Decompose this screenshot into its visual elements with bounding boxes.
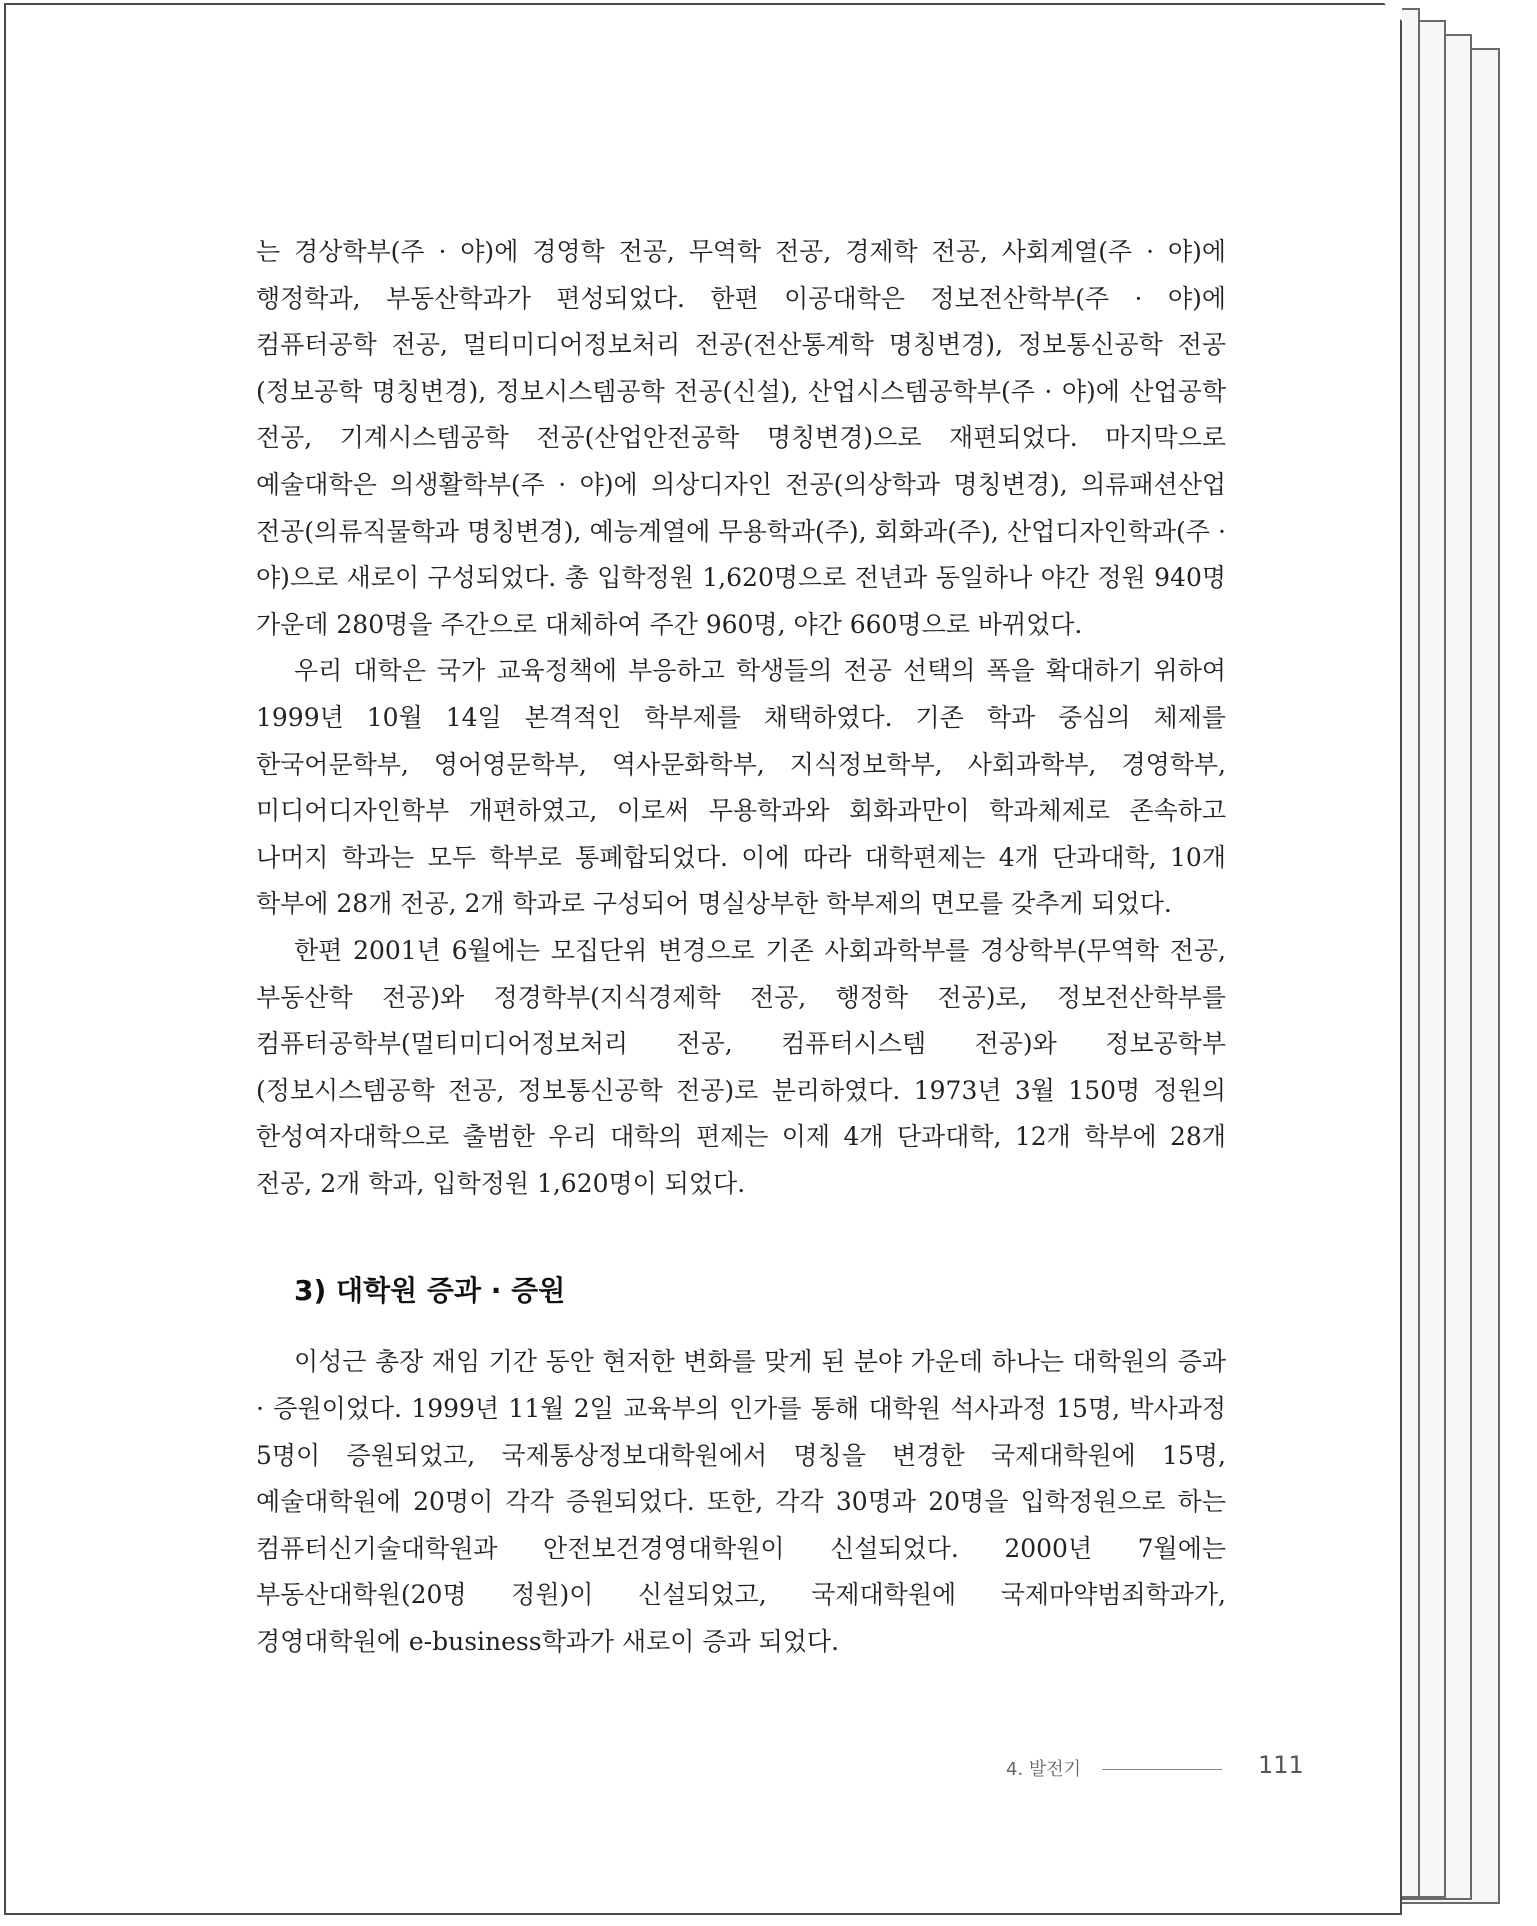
body-paragraph: 는 경상학부(주 · 야)에 경영학 전공, 무역학 전공, 경제학 전공, 사회계열(주 · 야)에 행정학과, 부동산학과가 편성되었다. 한편 이공대학은 정보전산학부(주 · 야)에 컴퓨터공학 전공, 멀티미디어정보처리 전공(전산통계학 명칭변경), 정보통신공학 전공(정보공학 명칭변경), 정보시스템공학 전공(신설), 산업시스템공학부(주 · 야)에 산업공학 전공, 기계시스템공학 전공(산업안전공학 명칭변경)으로 재편되었다. 마지막으로 예술대학은 의생활학부(주 · 야)에 의상디자인 전공(의상학과 명칭변경), 의류패션산업 전공(의류직물학과 명칭변경), 예능계열에 무용학과(주), 회화과(주), 산업디자인학과(주 · 야)으로 새로이 구성되었다. 총 입학정원 1,620명으로 전년과 동일하나 야간 정원 940명 가운데 280명을 주간으로 대체하여 주간 960명, 야간 660명으로 바뀌었다. — [256, 237, 1226, 639]
book-page — [4, 3, 1402, 1915]
page-corner-fold — [1384, 3, 1402, 21]
page-number: 111 — [1258, 1751, 1304, 1779]
body-paragraph: 이성근 총장 재임 기간 동안 현저한 변화를 맞게 된 분야 가운데 하나는 대학원의 증과 · 증원이었다. 1999년 11월 2일 교육부의 인가를 통해 대학원 석사과정 15명, 박사과정 5명이 증원되었고, 국제통상정보대학원에서 명칭을 변경한 국제대학원에 15명, 예술대학원에 20명이 각각 증원되었다. 또한, 각각 30명과 20명을 입학정원으로 하는 컴퓨터신기술대학원과 안전보건경영대학원이 신설되었다. 2000년 7월에는 부동산대학원(20명 정원)이 신설되었고, 국제대학원에 국제마약범죄학과가, 경영대학원에 e-business학과가 새로이 증과 되었다. — [256, 1347, 1226, 1657]
footer-rule — [1102, 1769, 1222, 1770]
running-footer-chapter: 4. 발전기 — [1006, 1759, 1082, 1780]
page-body — [256, 229, 1226, 1666]
body-paragraph: 우리 대학은 국가 교육정책에 부응하고 학생들의 전공 선택의 폭을 확대하기 위하여 1999년 10월 14일 본격적인 학부제를 채택하였다. 기존 학과 중심의 체제를 한국어문학부, 영어영문학부, 역사문화학부, 지식정보학부, 사회과학부, 경영학부, 미디어디자인학부 개편하였고, 이로써 무용학과와 회화과만이 학과체제로 존속하고 나머지 학과는 모두 학부로 통폐합되었다. 이에 따라 대학편제는 4개 단과대학, 10개 학부에 28개 전공, 2개 학과로 구성되어 명실상부한 학부제의 면모를 갖추게 되었다. — [256, 656, 1226, 919]
section-heading: 3) 대학원 증과 · 증원 — [294, 1274, 566, 1308]
body-paragraph: 한편 2001년 6월에는 모집단위 변경으로 기존 사회과학부를 경상학부(무역학 전공, 부동산학 전공)와 정경학부(지식경제학 전공, 행정학 전공)로, 정보전산학부를 컴퓨터공학부(멀티미디어정보처리 전공, 컴퓨터시스템 전공)와 정보공학부(정보시스템공학 전공, 정보통신공학 전공)로 분리하였다. 1973년 3월 150명 정원의 한성여자대학으로 출범한 우리 대학의 편제는 이제 4개 단과대학, 12개 학부에 28개 전공, 2개 학과, 입학정원 1,620명이 되었다. — [256, 935, 1226, 1198]
page-footer — [1006, 1751, 1306, 1791]
